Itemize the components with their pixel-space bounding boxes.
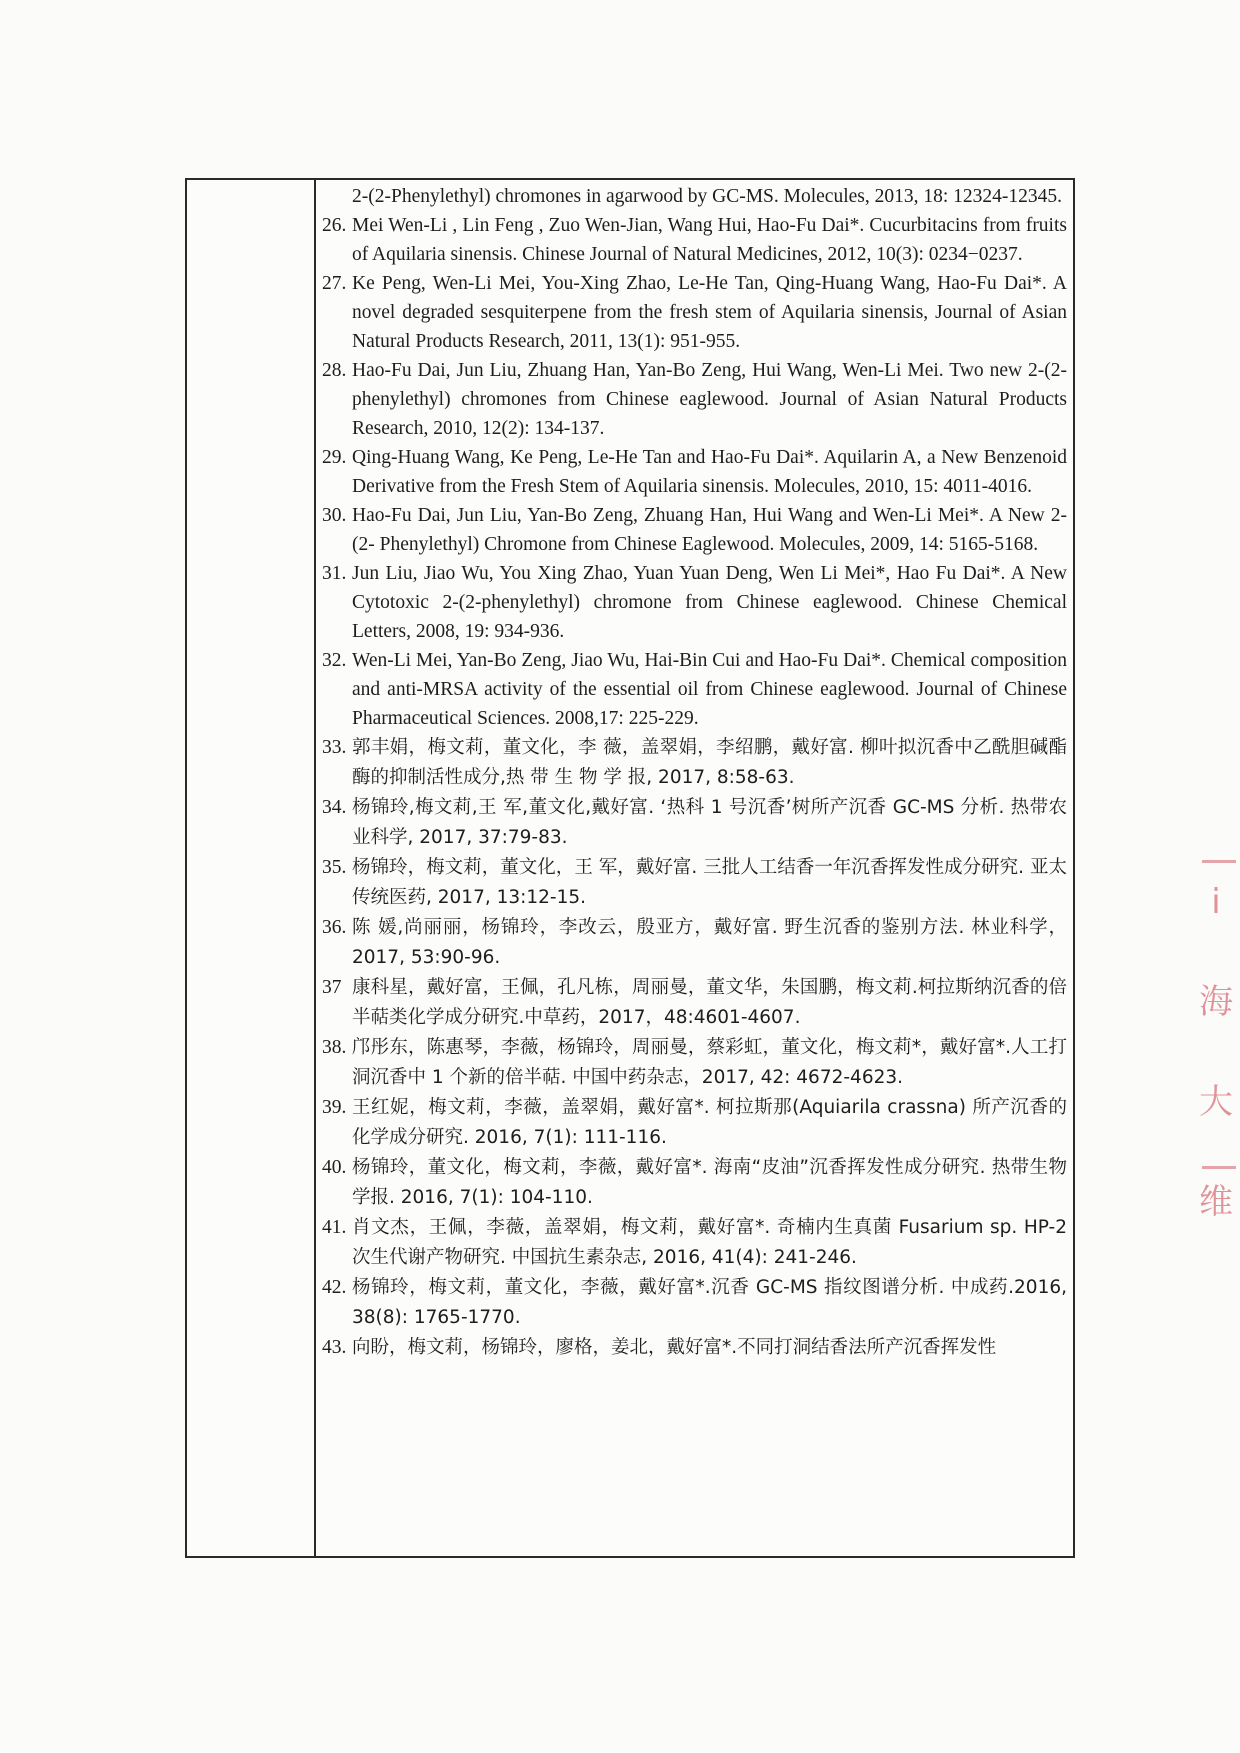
reference-item	[314, 1333, 1067, 1363]
reference-number: 42.	[322, 1277, 347, 1298]
reference-number: 34.	[322, 797, 347, 818]
reference-number: 39.	[322, 1097, 347, 1118]
seal-stamp-fragment: ⅰ 海 大 维	[1199, 882, 1233, 1222]
reference-text: 杨锦玲,梅文莉,王 军,董文化,戴好富. ‘热科 1 号沉香’树所产沉香 GC-MS 分析. 热带农业科学, 2017, 37:79-83.	[352, 797, 1067, 848]
reference-text: 杨锦玲，梅文莉，董文化，李薇，戴好富*.沉香 GC-MS 指纹图谱分析. 中成药.2016, 38(8): 1765-1770.	[352, 1277, 1067, 1328]
reference-number: 27.	[322, 273, 347, 294]
reference-number: 40.	[322, 1157, 347, 1178]
reference-item	[314, 793, 1067, 853]
reference-item	[314, 443, 1067, 501]
reference-text: Mei Wen-Li , Lin Feng , Zuo Wen-Jian, Wang Hui, Hao-Fu Dai*. Cucurbitacins from fruits of Aquilaria sinensis. Chinese Journal of Natural Medicines, 2012, 10(3): 0234−0237.	[352, 215, 1067, 265]
reference-item	[314, 1153, 1067, 1213]
table-label-column	[187, 180, 316, 1556]
reference-text: 王红妮，梅文莉，李薇，盖翠娟，戴好富*. 柯拉斯那(Aquiarila crassna) 所产沉香的化学成分研究. 2016, 7(1): 111-116.	[352, 1097, 1067, 1148]
reference-text: 2-(2-Phenylethyl) chromones in agarwood by GC-MS. Molecules, 2013, 18: 12324-12345.	[352, 186, 1063, 207]
reference-number: 31.	[322, 563, 347, 584]
reference-text: 陈 媛,尚丽丽，杨锦玲，李改云，殷亚方，戴好富. 野生沉香的鉴别方法. 林业科学，2017, 53:90-96.	[352, 917, 1067, 968]
reference-number: 32.	[322, 650, 347, 671]
reference-number: 26.	[322, 215, 347, 236]
reference-text: 向盼，梅文莉，杨锦玲，廖格，姜北，戴好富*.不同打洞结香法所产沉香挥发性	[352, 1337, 997, 1358]
reference-item	[314, 853, 1067, 913]
reference-text: Wen-Li Mei, Yan-Bo Zeng, Jiao Wu, Hai-Bin Cui and Hao-Fu Dai*. Chemical composition and anti-MRSA activity of the essential oil from Chinese eaglewood. Journal of Chinese Pharmaceutical Sciences. 2008,17: 225-229.	[352, 650, 1067, 729]
reference-text: 郭丰娟，梅文莉，董文化，李 薇，盖翠娟，李绍鹏，戴好富. 柳叶拟沉香中乙酰胆碱酯酶的抑制活性成分,热 带 生 物 学 报, 2017, 8:58-63.	[352, 737, 1067, 788]
reference-text: Hao-Fu Dai, Jun Liu, Zhuang Han, Yan-Bo Zeng, Hui Wang, Wen-Li Mei. Two new 2-(2- phenylethyl) chromones from Chinese eaglewood. Journal of Asian Natural Products Research, 2010, 12(2): 134-137.	[352, 360, 1067, 439]
reference-text: 肖文杰，王佩，李薇，盖翠娟，梅文莉，戴好富*. 奇楠内生真菌 Fusarium sp. HP-2 次生代谢产物研究. 中国抗生素杂志, 2016, 41(4): 241-246.	[352, 1217, 1067, 1268]
reference-table	[185, 178, 1075, 1558]
reference-item	[314, 501, 1067, 559]
reference-item	[314, 973, 1067, 1033]
reference-text: 杨锦玲，梅文莉，董文化，王 军，戴好富. 三批人工结香一年沉香挥发性成分研究. 亚太传统医药, 2017, 13:12-15.	[352, 857, 1067, 908]
reference-text: Jun Liu, Jiao Wu, You Xing Zhao, Yuan Yuan Deng, Wen Li Mei*, Hao Fu Dai*. A New Cytotoxic 2-(2-phenylethyl) chromone from Chinese eaglewood. Chinese Chemical Letters, 2008, 19: 934-936.	[352, 563, 1067, 642]
reference-item	[314, 211, 1067, 269]
reference-item	[314, 269, 1067, 356]
reference-item	[314, 1213, 1067, 1273]
reference-number: 33.	[322, 737, 347, 758]
reference-number: 38.	[322, 1037, 347, 1058]
reference-item	[314, 356, 1067, 443]
reference-text: Ke Peng, Wen-Li Mei, You-Xing Zhao, Le-He Tan, Qing-Huang Wang, Hao-Fu Dai*. A novel degraded sesquiterpene from the fresh stem of Aquilaria sinensis, Journal of Asian Natural Products Research, 2011, 13(1): 951-955.	[352, 273, 1067, 352]
reference-number: 29.	[322, 447, 347, 468]
reference-number: 28.	[322, 360, 347, 381]
reference-item	[314, 1093, 1067, 1153]
reference-item	[314, 913, 1067, 973]
reference-number: 36.	[322, 917, 347, 938]
reference-item	[314, 733, 1067, 793]
reference-number: 30.	[322, 505, 347, 526]
reference-text: Qing-Huang Wang, Ke Peng, Le-He Tan and Hao-Fu Dai*. Aquilarin A, a New Benzenoid Derivative from the Fresh Stem of Aquilaria sinensis. Molecules, 2010, 15: 4011-4016.	[352, 447, 1067, 497]
reference-number: 37	[322, 977, 342, 998]
reference-list	[314, 180, 1073, 1556]
reference-text: 邝彤东，陈惠琴，李薇，杨锦玲，周丽曼，蔡彩虹，董文化，梅文莉*，戴好富*.人工打洞沉香中 1 个新的倍半萜. 中国中药杂志，2017, 42: 4672-4623.	[352, 1037, 1067, 1088]
reference-item	[314, 1273, 1067, 1333]
reference-text: 杨锦玲，董文化，梅文莉，李薇，戴好富*. 海南“皮油”沉香挥发性成分研究. 热带生物学报. 2016, 7(1): 104-110.	[352, 1157, 1067, 1208]
reference-item	[314, 1033, 1067, 1093]
reference-item	[314, 646, 1067, 733]
reference-item	[314, 559, 1067, 646]
reference-text: 康科星，戴好富，王佩，孔凡栋，周丽曼，董文华，朱国鹏，梅文莉.柯拉斯纳沉香的倍半萜类化学成分研究.中草药，2017，48:4601-4607.	[352, 977, 1067, 1028]
reference-number: 41.	[322, 1217, 347, 1238]
reference-number: 35.	[322, 857, 347, 878]
reference-text: Hao-Fu Dai, Jun Liu, Yan-Bo Zeng, Zhuang Han, Hui Wang and Wen-Li Mei*. A New 2-(2- Phenylethyl) Chromone from Chinese Eaglewood. Molecules, 2009, 14: 5165-5168.	[352, 505, 1067, 555]
reference-item	[314, 180, 1067, 211]
reference-number: 43.	[322, 1337, 347, 1358]
